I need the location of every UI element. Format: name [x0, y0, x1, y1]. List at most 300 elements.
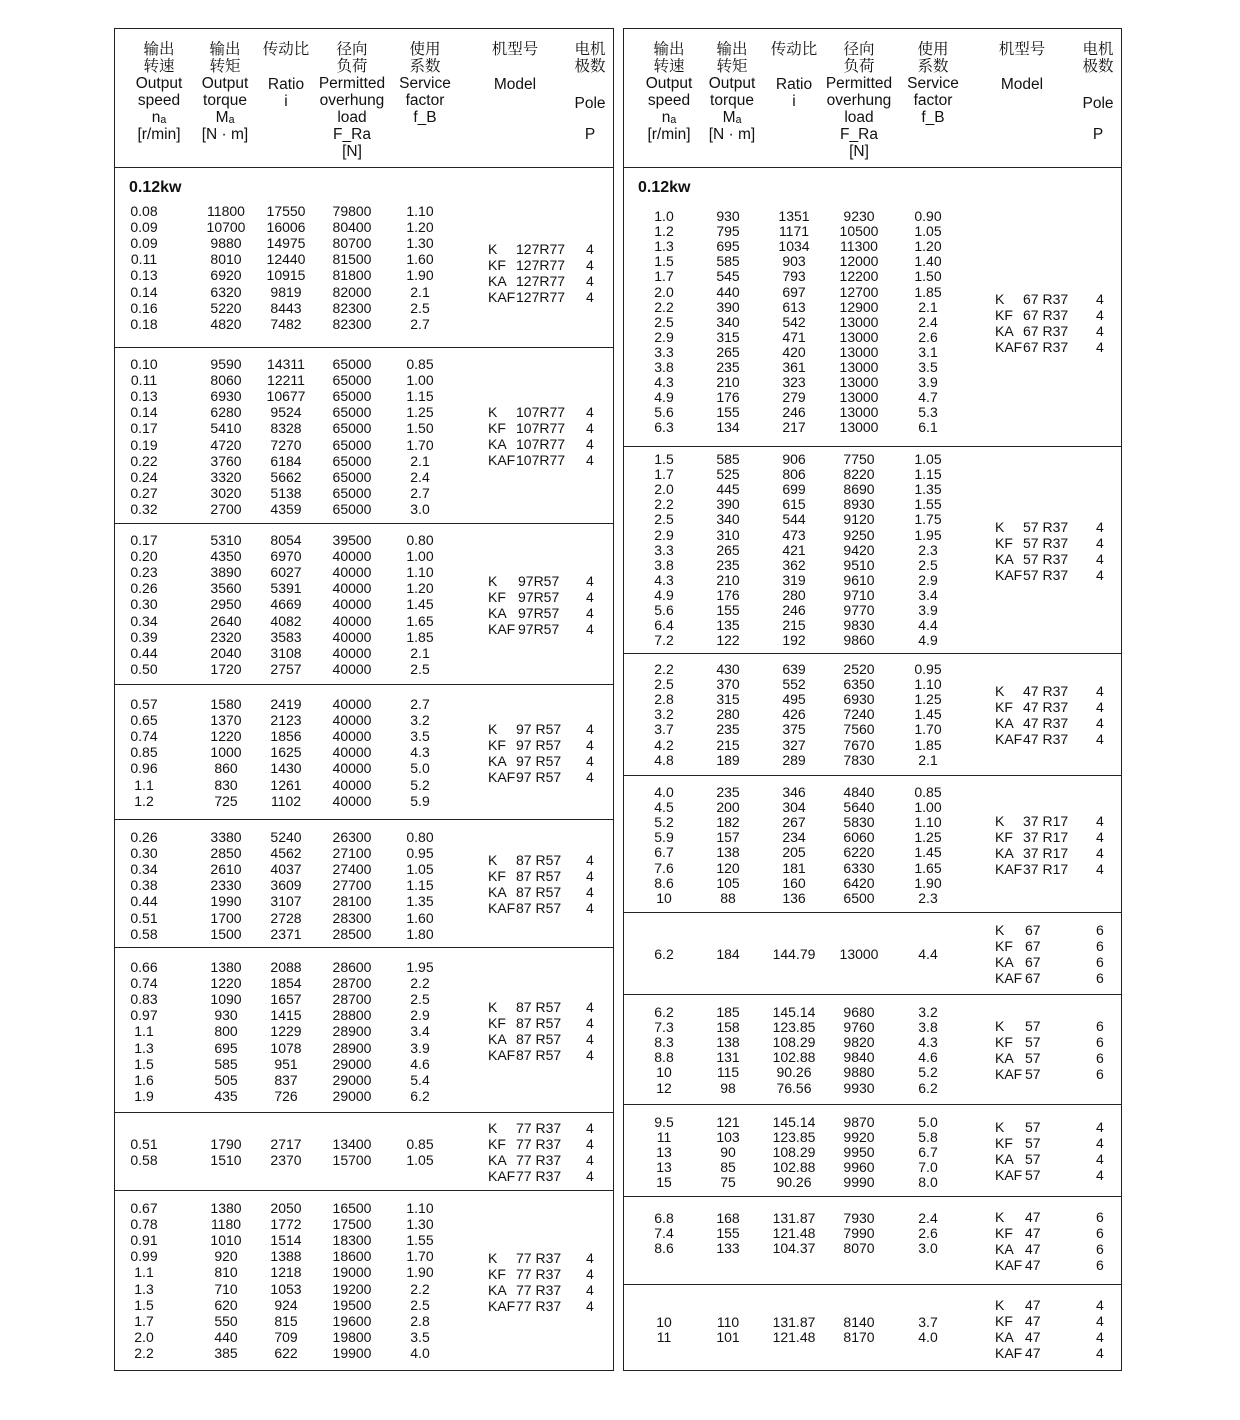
model-entry — [488, 404, 600, 420]
table-cell: 1000 — [210, 744, 242, 761]
model-type: KF — [995, 534, 1013, 551]
model-entry — [488, 852, 600, 868]
table-cell: 4562 — [270, 845, 302, 862]
table-cell: 2700 — [210, 500, 242, 517]
table-cell: 695 — [716, 238, 740, 255]
model-type: KF — [488, 257, 506, 273]
table-cell: 8930 — [843, 496, 875, 513]
model-pole: 6 — [1096, 938, 1104, 954]
table-row — [115, 372, 613, 388]
table-cell: 81500 — [332, 251, 372, 268]
table-cell: 1.45 — [406, 596, 434, 613]
table-cell: 2.3 — [918, 889, 938, 906]
model-size: 67 R37 — [1023, 306, 1069, 323]
table-cell: 3.5 — [410, 1328, 430, 1345]
model-entry — [488, 573, 600, 589]
model-size: 37 R17 — [1023, 828, 1069, 845]
model-pole: 4 — [586, 736, 594, 753]
table-cell: 7.3 — [654, 1019, 674, 1036]
table-cell: 1.30 — [406, 235, 434, 252]
table-cell: 29000 — [332, 1055, 372, 1072]
model-group — [115, 684, 613, 820]
table-cell: 0.51 — [130, 1136, 158, 1152]
model-type: KAF — [995, 1066, 1023, 1082]
table-cell: 10677 — [266, 388, 306, 405]
table-cell: 1.1 — [134, 1264, 154, 1281]
model-size: 67 — [1025, 938, 1041, 954]
table-cell: 9960 — [843, 1159, 875, 1176]
table-cell: 1.35 — [406, 893, 434, 910]
table-cell: 184 — [716, 946, 740, 962]
table-cell: 103 — [716, 1129, 740, 1146]
table-cell: 4037 — [270, 861, 302, 878]
table-cell: 3.1 — [918, 343, 938, 360]
table-cell: 726 — [274, 1087, 298, 1104]
table-cell: 28800 — [332, 1007, 372, 1024]
header-symbol: F_Ra — [333, 126, 371, 143]
model-entry — [488, 1152, 600, 1168]
table-cell: 1.10 — [406, 203, 434, 219]
model-type: KAF — [995, 860, 1023, 877]
model-entry — [488, 721, 600, 737]
table-cell: 0.23 — [130, 564, 158, 581]
header-zh: 输出 转矩 — [209, 41, 241, 75]
table-cell: 2640 — [210, 612, 242, 629]
header-zh: 输出 转矩 — [716, 41, 748, 75]
table-cell: 1.45 — [914, 706, 942, 723]
table-cell: 7.0 — [918, 1159, 938, 1176]
model-type: KAF — [995, 1345, 1023, 1361]
table-cell: 2.2 — [654, 496, 674, 513]
table-cell: 3.7 — [654, 721, 674, 738]
table-cell: 903 — [782, 253, 806, 270]
model-type: KF — [995, 1225, 1013, 1241]
table-cell: 65000 — [332, 452, 372, 469]
table-cell: 65000 — [332, 436, 372, 453]
table-cell: 65000 — [332, 404, 372, 421]
table-cell: 40000 — [332, 628, 372, 645]
header-unit: P — [1092, 126, 1104, 143]
table-cell: 8.0 — [918, 1174, 938, 1191]
table-cell: 0.99 — [130, 1248, 158, 1265]
model-size: 97R57 — [518, 604, 560, 621]
model-pole: 4 — [586, 998, 594, 1015]
table-row — [115, 1072, 613, 1088]
table-cell: 2.8 — [410, 1312, 430, 1329]
table-cell: 9840 — [843, 1049, 875, 1066]
table-row — [115, 645, 613, 661]
model-group — [115, 947, 613, 1113]
table-row — [115, 926, 613, 942]
table-cell: 210 — [716, 571, 740, 588]
model-size: 87 R57 — [516, 884, 562, 900]
table-cell: 1.00 — [914, 799, 942, 816]
table-cell: 2.2 — [410, 1280, 430, 1297]
table-cell: 4.4 — [918, 617, 938, 634]
table-cell: 1.7 — [654, 466, 674, 483]
model-type: KAF — [488, 1168, 516, 1184]
table-cell: 622 — [274, 1344, 298, 1361]
table-cell: 16500 — [332, 1200, 372, 1216]
model-entry — [995, 731, 1110, 747]
table-cell: 28900 — [332, 1023, 372, 1040]
model-entry — [995, 535, 1110, 551]
table-row — [624, 389, 1121, 405]
model-entry — [488, 769, 600, 785]
table-cell: 315 — [716, 691, 740, 708]
table-cell: 1.00 — [406, 548, 434, 565]
table-row — [115, 1313, 613, 1329]
table-cell: 2950 — [210, 596, 242, 613]
table-row — [115, 219, 613, 235]
table-cell: 108.29 — [772, 1144, 816, 1161]
table-cell: 930 — [716, 208, 740, 224]
table-cell: 10 — [656, 1064, 672, 1081]
model-pole: 4 — [586, 436, 594, 452]
table-cell: 8010 — [210, 251, 242, 268]
model-pole: 6 — [1096, 1050, 1104, 1066]
table-row — [624, 602, 1121, 618]
model-entry — [488, 289, 600, 305]
table-cell: 2.9 — [410, 1007, 430, 1024]
model-group — [624, 994, 1121, 1105]
model-entry — [995, 307, 1110, 323]
table-cell: 5.4 — [410, 1071, 430, 1088]
model-entry — [488, 1168, 600, 1184]
table-cell: 1.1 — [134, 776, 154, 793]
table-row — [624, 253, 1121, 269]
model-pole: 4 — [586, 257, 594, 273]
table-cell: 90 — [720, 1144, 736, 1161]
table-cell: 9870 — [843, 1114, 875, 1130]
table-cell: 2.9 — [654, 526, 674, 543]
table-cell: 28500 — [332, 925, 372, 942]
table-cell: 28100 — [332, 893, 372, 910]
model-pole: 4 — [586, 588, 594, 605]
model-type: K — [488, 852, 498, 868]
table-cell: 0.57 — [130, 696, 158, 712]
model-entry — [488, 1136, 600, 1152]
table-cell: 3.7 — [918, 1314, 938, 1330]
table-cell: 28700 — [332, 991, 372, 1008]
table-cell: 160 — [782, 874, 806, 891]
table-cell: 136 — [782, 889, 806, 906]
model-size: 67 R37 — [1023, 338, 1069, 355]
table-cell: 440 — [716, 283, 740, 300]
model-type: K — [488, 404, 498, 420]
table-cell: 9930 — [843, 1079, 875, 1096]
table-cell: 585 — [716, 451, 740, 467]
model-pole: 6 — [1096, 1209, 1104, 1225]
table-cell: 40000 — [332, 760, 372, 777]
model-pole: 4 — [1096, 338, 1104, 355]
table-cell: 1500 — [210, 925, 242, 942]
table-cell: 9880 — [843, 1064, 875, 1081]
model-type: KA — [995, 550, 1014, 567]
header-en: Permitted overhung load — [318, 75, 386, 126]
model-entry — [995, 861, 1110, 877]
table-cell: 65000 — [332, 372, 372, 389]
table-cell: 9830 — [843, 617, 875, 634]
table-cell: 837 — [274, 1071, 298, 1088]
model-entry — [488, 753, 600, 769]
table-cell: 4359 — [270, 500, 302, 517]
table-cell: 0.83 — [130, 991, 158, 1008]
model-size: 77 R37 — [516, 1168, 562, 1184]
model-type: KA — [995, 1241, 1014, 1257]
model-pole: 4 — [1096, 715, 1104, 731]
table-cell: 1657 — [270, 991, 302, 1008]
header-unit: P — [584, 126, 596, 143]
table-cell: 552 — [782, 676, 806, 693]
table-cell: 0.97 — [130, 1007, 158, 1024]
table-cell: 550 — [214, 1312, 238, 1329]
table-cell: 2.6 — [918, 1225, 938, 1242]
model-size: 107R77 — [516, 420, 566, 436]
table-cell: 40000 — [332, 696, 372, 712]
model-type: K — [995, 1018, 1005, 1034]
table-cell: 131 — [716, 1049, 740, 1066]
table-cell: 138 — [716, 1034, 740, 1051]
table-cell: 12900 — [839, 298, 879, 315]
header-unit: [r/min] — [137, 126, 181, 143]
model-type: K — [488, 1120, 498, 1136]
table-cell: 2.5 — [654, 676, 674, 693]
table-cell: 2.4 — [918, 1210, 938, 1226]
table-cell: 1229 — [270, 1023, 302, 1040]
table-cell: 9710 — [843, 586, 875, 603]
table-cell: 0.85 — [130, 744, 158, 761]
table-cell: 19500 — [332, 1296, 372, 1313]
model-entry — [488, 436, 600, 452]
table-cell: 2.0 — [654, 481, 674, 498]
table-cell: 65000 — [332, 388, 372, 405]
table-row — [115, 388, 613, 404]
model-group — [115, 819, 613, 948]
table-cell: 4.6 — [918, 1049, 938, 1066]
model-pole: 4 — [1096, 290, 1104, 307]
model-size: 127R77 — [516, 241, 566, 257]
model-type: KAF — [995, 1167, 1023, 1183]
table-cell: 13000 — [839, 946, 879, 962]
table-row — [115, 356, 613, 372]
header-en: Output speed — [645, 75, 693, 109]
table-cell: 1.60 — [406, 251, 434, 268]
table-cell: 158 — [716, 1019, 740, 1036]
table-cell: 9120 — [843, 511, 875, 528]
table-cell: 82300 — [332, 315, 372, 332]
model-size: 77 R37 — [516, 1120, 562, 1136]
model-size: 87 R57 — [516, 868, 562, 884]
table-cell: 1220 — [210, 728, 242, 745]
table-cell: 29000 — [332, 1087, 372, 1104]
table-cell: 155 — [716, 404, 740, 421]
header-symbol: f_B — [921, 109, 945, 126]
table-cell: 315 — [716, 328, 740, 345]
model-pole: 4 — [586, 604, 594, 621]
model-pole: 4 — [586, 620, 594, 637]
model-size: 77 R37 — [516, 1266, 562, 1282]
model-pole: 4 — [1096, 1345, 1104, 1361]
table-cell: 620 — [214, 1296, 238, 1313]
table-cell: 1.6 — [134, 1071, 154, 1088]
table-cell: 5.0 — [410, 760, 430, 777]
model-pole: 6 — [1096, 922, 1104, 938]
model-type: K — [488, 720, 498, 737]
model-type: KF — [488, 588, 506, 605]
table-cell: 2.2 — [654, 298, 674, 315]
table-cell: 12211 — [267, 372, 305, 389]
header-unit: [N · m] — [708, 126, 756, 143]
table-cell: 1.10 — [406, 564, 434, 581]
model-entry — [995, 339, 1110, 355]
table-cell: 793 — [782, 268, 806, 285]
table-cell: 2.7 — [410, 696, 430, 712]
table-cell: 8060 — [210, 372, 242, 389]
model-size: 97 R57 — [516, 768, 562, 785]
table-cell: 17550 — [266, 203, 306, 219]
table-cell: 13000 — [839, 389, 879, 406]
table-row — [115, 1088, 613, 1104]
table-cell: 9250 — [843, 526, 875, 543]
model-type: KA — [488, 1282, 507, 1298]
table-cell: 1.3 — [134, 1280, 154, 1297]
table-cell: 40000 — [332, 712, 372, 729]
table-cell: 1.25 — [406, 404, 434, 421]
model-type: K — [995, 922, 1005, 938]
model-type: KF — [995, 1313, 1013, 1329]
header-zh: 径向 负荷 — [336, 41, 368, 75]
table-cell: 1380 — [210, 959, 242, 975]
header-en: Model — [493, 76, 537, 93]
model-entry — [995, 1345, 1110, 1361]
table-cell: 5640 — [843, 799, 875, 816]
model-entry — [995, 567, 1110, 583]
table-cell: 2320 — [210, 628, 242, 645]
model-size: 57 — [1025, 1167, 1041, 1183]
table-cell: 0.44 — [130, 893, 158, 910]
model-entry — [995, 938, 1110, 954]
table-cell: 9.5 — [654, 1114, 674, 1130]
table-cell: 267 — [782, 814, 806, 831]
table-cell: 1370 — [210, 712, 242, 729]
table-cell: 123.85 — [772, 1129, 816, 1146]
table-cell: 121.48 — [772, 1329, 816, 1346]
table-cell: 1.55 — [406, 1232, 434, 1249]
table-cell: 435 — [214, 1087, 238, 1104]
model-size: 47 — [1025, 1329, 1041, 1345]
model-type: K — [488, 572, 498, 589]
table-cell: 40000 — [332, 660, 372, 677]
model-group — [624, 912, 1121, 995]
table-cell: 5.0 — [918, 1114, 938, 1130]
model-size: 127R77 — [516, 273, 566, 289]
table-cell: 0.11 — [130, 251, 158, 268]
model-entry — [995, 1241, 1110, 1257]
table-cell: 5240 — [270, 829, 302, 845]
table-cell: 0.20 — [130, 548, 158, 565]
table-cell: 6330 — [843, 859, 875, 876]
table-cell: 3.0 — [410, 500, 430, 517]
model-size: 47 — [1025, 1313, 1041, 1329]
table-cell: 2.1 — [918, 751, 938, 768]
model-pole: 4 — [586, 852, 594, 868]
table-cell: 15700 — [332, 1152, 372, 1169]
table-cell: 924 — [274, 1296, 298, 1313]
table-cell: 65000 — [332, 356, 372, 372]
model-pole: 4 — [1096, 518, 1104, 535]
header-en: Output torque — [708, 75, 756, 109]
table-cell: 5220 — [210, 299, 242, 316]
table-cell: 2850 — [210, 845, 242, 862]
table-cell: 2.5 — [410, 299, 430, 316]
table-cell: 4.9 — [918, 632, 938, 649]
table-cell: 585 — [716, 253, 740, 270]
table-cell: 4840 — [843, 784, 875, 800]
table-cell: 279 — [782, 389, 806, 406]
table-cell: 4.8 — [654, 751, 674, 768]
model-entry — [995, 1297, 1110, 1313]
table-cell: 7.6 — [654, 859, 674, 876]
table-cell: 235 — [716, 359, 740, 375]
model-size: 47 R37 — [1023, 699, 1069, 715]
header-column — [1043, 41, 1153, 143]
model-type: K — [995, 1119, 1005, 1135]
model-pole: 4 — [586, 289, 594, 305]
model-type: K — [995, 1297, 1005, 1313]
table-cell: 0.58 — [130, 1152, 158, 1169]
model-entry — [488, 1031, 600, 1047]
table-cell: 505 — [214, 1071, 238, 1088]
table-cell: 15 — [656, 1174, 672, 1191]
table-cell: 7990 — [843, 1225, 875, 1242]
table-cell: 430 — [716, 661, 740, 677]
table-cell: 3760 — [210, 452, 242, 469]
model-pole: 4 — [586, 1030, 594, 1047]
header-zh: 机型号 — [491, 41, 539, 58]
model-entry — [995, 1050, 1110, 1066]
model-pole: 4 — [1096, 1297, 1104, 1313]
table-cell: 2.2 — [654, 661, 674, 677]
table-cell: 65000 — [332, 468, 372, 485]
table-cell: 8.6 — [654, 1240, 674, 1257]
model-entry — [995, 1167, 1110, 1183]
table-cell: 80700 — [332, 235, 372, 252]
table-cell: 82300 — [332, 299, 372, 316]
table-cell: 104.37 — [772, 1240, 816, 1257]
model-type: KF — [995, 1034, 1013, 1050]
table-cell: 1.05 — [406, 1152, 434, 1169]
model-type: KF — [995, 938, 1013, 954]
model-type: KAF — [488, 452, 516, 468]
table-cell: 7750 — [843, 451, 875, 467]
table-cell: 0.10 — [130, 356, 158, 372]
table-cell: 0.24 — [130, 468, 158, 485]
table-row — [624, 404, 1121, 420]
header-unit: [N · m] — [201, 126, 249, 143]
table-cell: 4.6 — [410, 1055, 430, 1072]
table-cell: 168 — [716, 1210, 740, 1226]
table-cell: 6.1 — [918, 419, 938, 436]
model-type: KAF — [995, 338, 1023, 355]
table-cell: 1.50 — [914, 268, 942, 285]
table-cell: 14975 — [266, 235, 306, 252]
table-cell: 6320 — [210, 283, 242, 300]
table-cell: 7482 — [270, 315, 302, 332]
table-cell: 1856 — [270, 728, 302, 745]
table-cell: 1261 — [270, 776, 302, 793]
table-row — [624, 481, 1121, 497]
